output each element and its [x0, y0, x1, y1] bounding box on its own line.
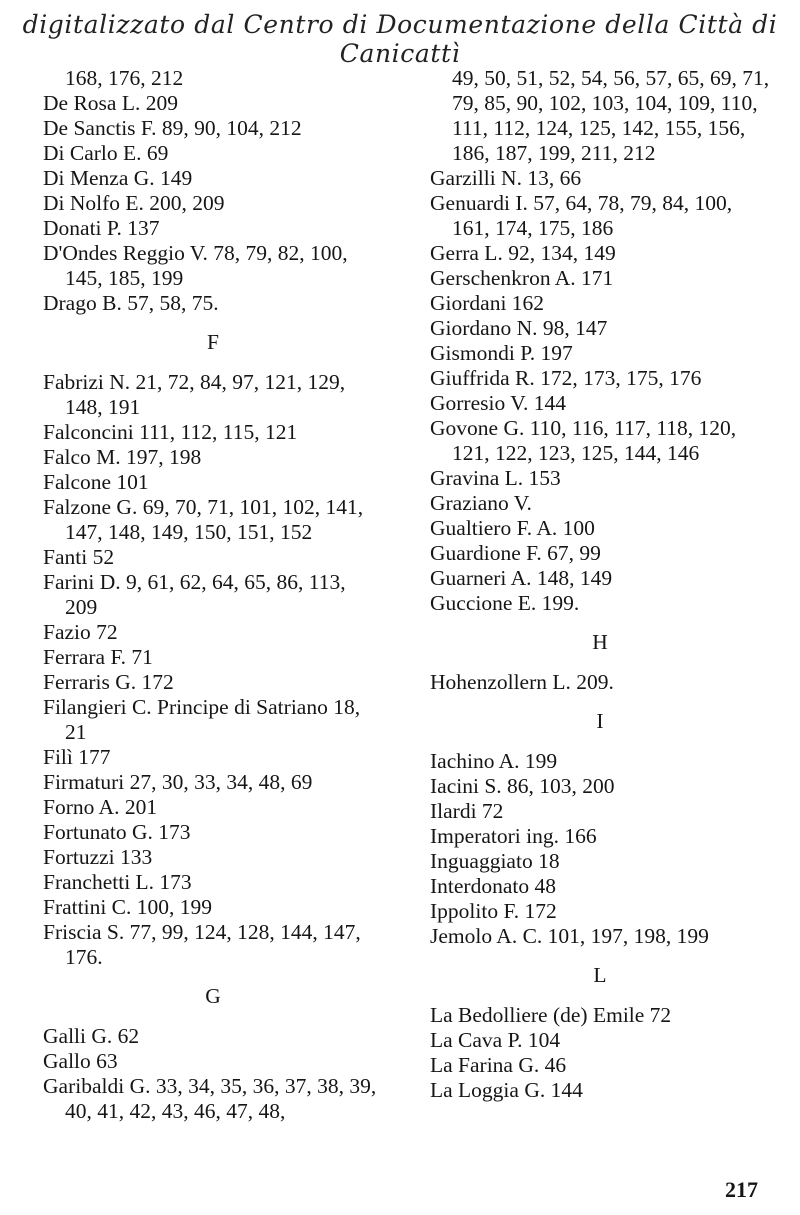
index-entry: Jemolo A. C. 101, 197, 198, 199	[430, 924, 709, 948]
section-letter: H	[592, 630, 608, 654]
index-entry: Gallo 63	[43, 1049, 118, 1073]
index-entry: Falcone 101	[43, 470, 149, 494]
index-entry: Guardione F. 67, 99	[430, 541, 601, 565]
index-entry: La Cava P. 104	[430, 1028, 561, 1052]
index-entry: Govone G. 110, 116, 117, 118, 120, 121, 122, 123, 125, 144, 146	[430, 416, 737, 465]
section-letter: L	[593, 963, 607, 987]
index-entry: La Bedolliere (de) Emile 72	[430, 1003, 672, 1027]
index-entry-continuation: 49, 50, 51, 52, 54, 56, 57, 65, 69, 71, 79, 85, 90, 102, 103, 104, 109, 110, 111, 112, 124, 125, 142, 155, 156, 186, 187, 199, 211, 212	[452, 66, 770, 165]
index-entry: Fabrizi N. 21, 72, 84, 97, 121, 129, 148, 191	[43, 370, 346, 419]
index-entry: La Farina G. 46	[430, 1053, 567, 1077]
index-entry: Gualtiero F. A. 100	[430, 516, 595, 540]
index-entry: Giuffrida R. 172, 173, 175, 176	[430, 366, 702, 390]
index-entry: Guarneri A. 148, 149	[430, 566, 613, 590]
index-entry: Friscia S. 77, 99, 124, 128, 144, 147, 176.	[43, 920, 361, 969]
index-entry: Falco M. 197, 198	[43, 445, 202, 469]
index-entry: Gorresio V. 144	[430, 391, 566, 415]
index-entry: Forno A. 201	[43, 795, 158, 819]
index-column-right	[430, 66, 770, 1103]
index-entry: Fazio 72	[43, 620, 118, 644]
index-entry: Ilardi 72	[430, 799, 504, 823]
index-entry: Ferraris G. 172	[43, 670, 174, 694]
index-entry: Genuardi I. 57, 64, 78, 79, 84, 100, 161, 174, 175, 186	[430, 191, 733, 240]
index-entry: Gerra L. 92, 134, 149	[430, 241, 616, 265]
index-entry: Giordano N. 98, 147	[430, 316, 608, 340]
index-entry: La Loggia G. 144	[430, 1078, 583, 1102]
page-number: 217	[725, 1177, 758, 1202]
digitization-header: digitalizzato dal Centro di Documentazione della Città di Canicattì	[22, 10, 778, 68]
index-entry: Fortunato G. 173	[43, 820, 191, 844]
index-entry: Graziano V.	[430, 491, 532, 515]
index-entry: Gravina L. 153	[430, 466, 561, 490]
index-entry: D'Ondes Reggio V. 78, 79, 82, 100, 145, 185, 199	[43, 241, 348, 290]
index-entry: Ferrara F. 71	[43, 645, 153, 669]
index-entry: Garibaldi G. 33, 34, 35, 36, 37, 38, 39, 40, 41, 42, 43, 46, 47, 48,	[43, 1074, 377, 1123]
index-entry: Ippolito F. 172	[430, 899, 557, 923]
index-entry: Garzilli N. 13, 66	[430, 166, 582, 190]
index-entry: Iacini S. 86, 103, 200	[430, 774, 615, 798]
index-entry: Drago B. 57, 58, 75.	[43, 291, 219, 315]
index-entry: De Sanctis F. 89, 90, 104, 212	[43, 116, 302, 140]
index-entry: Inguaggiato 18	[430, 849, 560, 873]
index-entry: Franchetti L. 173	[43, 870, 192, 894]
index-entry: Falzone G. 69, 70, 71, 101, 102, 141, 147, 148, 149, 150, 151, 152	[43, 495, 364, 544]
index-entry-continuation: 168, 176, 212	[65, 66, 184, 90]
index-entry: Gismondi P. 197	[430, 341, 573, 365]
index-entry: Imperatori ing. 166	[430, 824, 597, 848]
index-entry: Gerschenkron A. 171	[430, 266, 614, 290]
index-entry: Firmaturi 27, 30, 33, 34, 48, 69	[43, 770, 313, 794]
index-entry: Fortuzzi 133	[43, 845, 153, 869]
index-entry: Giordani 162	[430, 291, 545, 315]
index-entry: Filì 177	[43, 745, 111, 769]
section-letter: I	[596, 709, 604, 733]
index-entry: Di Nolfo E. 200, 209	[43, 191, 225, 215]
index-entry: Falconcini 111, 112, 115, 121	[43, 420, 298, 444]
index-entry: Filangieri C. Principe di Satriano 18, 21	[43, 695, 361, 744]
section-letter: F	[207, 330, 219, 354]
index-entry: Iachino A. 199	[430, 749, 558, 773]
index-entry: Hohenzollern L. 209.	[430, 670, 614, 694]
index-entry: Galli G. 62	[43, 1024, 140, 1048]
index-entry: Di Carlo E. 69	[43, 141, 169, 165]
index-entry: Interdonato 48	[430, 874, 556, 898]
index-entry: Farini D. 9, 61, 62, 64, 65, 86, 113, 209	[43, 570, 346, 619]
index-entry: Frattini C. 100, 199	[43, 895, 213, 919]
section-letter: G	[205, 984, 221, 1008]
index-column-left	[43, 66, 383, 1124]
index-entry: De Rosa L. 209	[43, 91, 178, 115]
index-entry: Donati P. 137	[43, 216, 160, 240]
index-entry: Guccione E. 199.	[430, 591, 580, 615]
index-entry: Di Menza G. 149	[43, 166, 193, 190]
index-entry: Fanti 52	[43, 545, 115, 569]
